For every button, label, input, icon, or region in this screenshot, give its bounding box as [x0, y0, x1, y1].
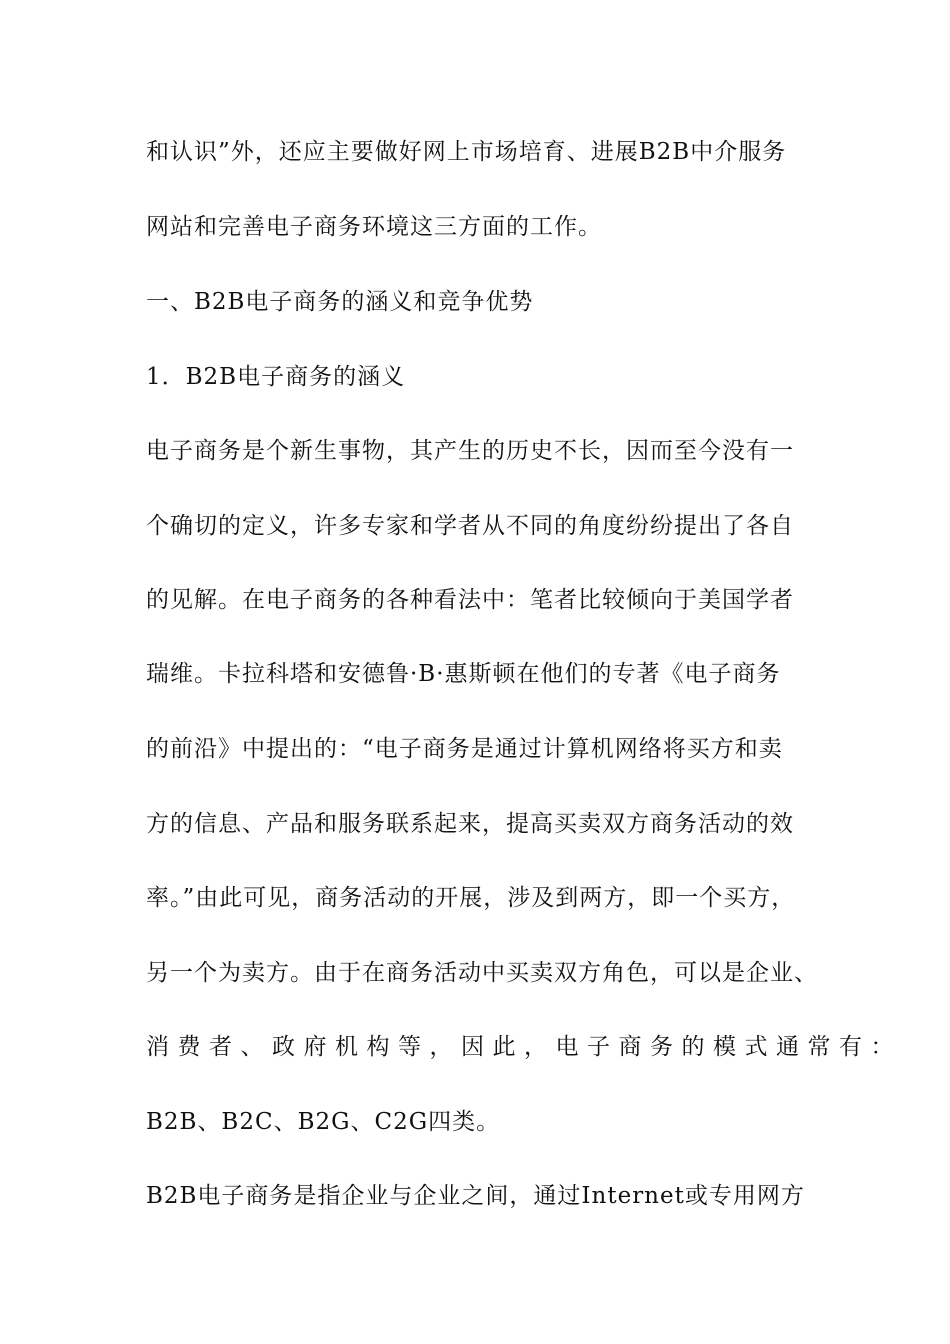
text-line: 和认识”外，还应主要做好网上市场培育、进展B2B中介服务 — [146, 139, 787, 165]
text-line: 网站和完善电子商务环境这三方面的工作。 — [146, 214, 602, 240]
text-line: 的见解。在电子商务的各种看法中：笔者比较倾向于美国学者 — [146, 587, 794, 613]
text-line: 的前沿》中提出的：“电子商务是通过计算机网络将买方和卖 — [146, 736, 783, 762]
text-line: 方的信息、产品和服务联系起来，提高买卖双方商务活动的效 — [146, 811, 794, 837]
text-line: B2B、B2C、B2G、C2G四类。 — [146, 1109, 501, 1135]
text-line: 电子商务是个新生事物，其产生的历史不长，因而至今没有一 — [146, 438, 794, 464]
text-line: 另一个为卖方。由于在商务活动中买卖双方角色，可以是企业、 — [146, 960, 818, 986]
section-heading: 一、B2B电子商务的涵义和竞争优势 — [146, 289, 534, 315]
text-line: 个确切的定义，许多专家和学者从不同的角度纷纷提出了各自 — [146, 513, 794, 539]
subsection-heading: 1．B2B电子商务的涵义 — [146, 364, 406, 390]
text-line: 消费者、政府机构等，因此，电子商务的模式通常有： — [146, 1034, 902, 1060]
text-line: 瑞维。卡拉科塔和安德鲁·B·惠斯顿在他们的专著《电子商务 — [146, 661, 781, 687]
text-line: B2B电子商务是指企业与企业之间，通过Internet或专用网方 — [146, 1183, 805, 1209]
text-line: 率。”由此可见，商务活动的开展，涉及到两方，即一个买方， — [146, 885, 796, 911]
